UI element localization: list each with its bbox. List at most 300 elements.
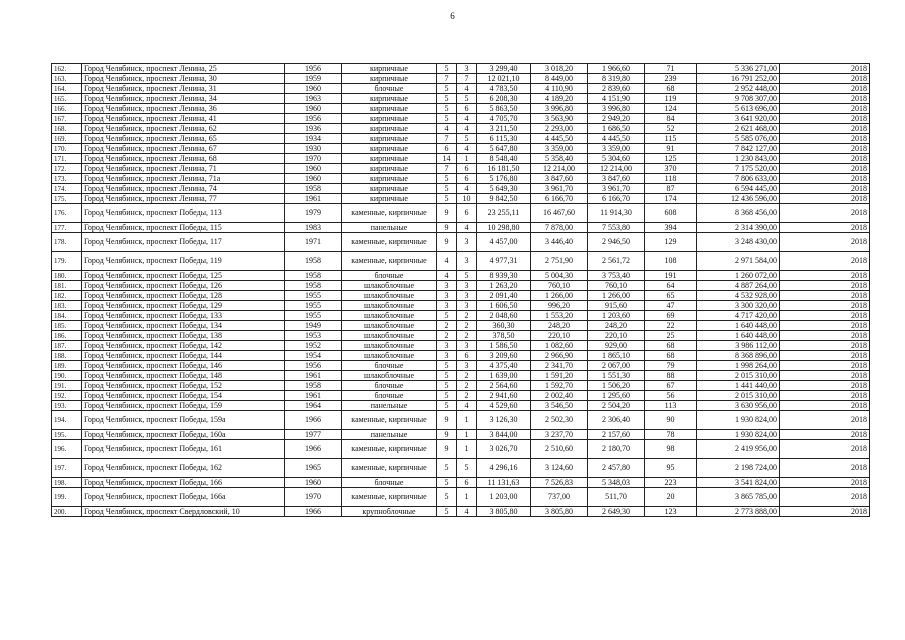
entrances-cell: 4 xyxy=(457,114,477,124)
floors-cell: 9 xyxy=(437,430,457,440)
total-area-cell: 4 705,70 xyxy=(477,114,531,124)
address-cell: Город Челябинск, проспект Победы, 129 xyxy=(82,301,285,311)
residents-cell: 191 xyxy=(645,271,697,281)
row-number-cell: 164. xyxy=(52,84,82,94)
year-built-cell: 1966 xyxy=(285,411,342,430)
entrances-cell: 6 xyxy=(457,104,477,114)
repair-cost-cell: 1 441 440,00 xyxy=(697,381,780,391)
entrances-cell: 1 xyxy=(457,488,477,507)
wall-material-cell: блочные xyxy=(342,361,437,371)
residents-cell: 65 xyxy=(645,291,697,301)
residents-cell: 20 xyxy=(645,488,697,507)
living-area-cell: 3 546,50 xyxy=(531,401,588,411)
entrances-cell: 3 xyxy=(457,252,477,271)
year-built-cell: 1970 xyxy=(285,154,342,164)
floors-cell: 9 xyxy=(437,223,457,233)
residential-area-cell: 915,60 xyxy=(588,301,645,311)
entrances-cell: 1 xyxy=(457,411,477,430)
entrances-cell: 2 xyxy=(457,371,477,381)
residential-area-cell: 3 847,60 xyxy=(588,174,645,184)
entrances-cell: 1 xyxy=(457,440,477,459)
address-cell: Город Челябинск, проспект Победы, 144 xyxy=(82,351,285,361)
repair-cost-cell: 7 806 633,00 xyxy=(697,174,780,184)
living-area-cell: 5 358,40 xyxy=(531,154,588,164)
living-area-cell: 6 166,70 xyxy=(531,194,588,204)
row-number-cell: 165. xyxy=(52,94,82,104)
row-number-cell: 190. xyxy=(52,371,82,381)
living-area-cell: 2 293,00 xyxy=(531,124,588,134)
year-built-cell: 1958 xyxy=(285,184,342,194)
year-built-cell: 1960 xyxy=(285,174,342,184)
wall-material-cell: шлакоблочные xyxy=(342,371,437,381)
residential-area-cell: 5 348,03 xyxy=(588,478,645,488)
repair-cost-cell: 2 952 448,00 xyxy=(697,84,780,94)
wall-material-cell: шлакоблочные xyxy=(342,281,437,291)
row-number-cell: 162. xyxy=(52,64,82,74)
residents-cell: 64 xyxy=(645,281,697,291)
residents-cell: 79 xyxy=(645,361,697,371)
residential-area-cell: 4 151,90 xyxy=(588,94,645,104)
residents-cell: 124 xyxy=(645,104,697,114)
living-area-cell: 1 591,20 xyxy=(531,371,588,381)
floors-cell: 9 xyxy=(437,440,457,459)
repair-cost-cell: 1 930 824,00 xyxy=(697,430,780,440)
planned-year-cell: 2018 xyxy=(780,154,870,164)
total-area-cell: 5 176,80 xyxy=(477,174,531,184)
floors-cell: 4 xyxy=(437,124,457,134)
entrances-cell: 3 xyxy=(457,64,477,74)
wall-material-cell: блочные xyxy=(342,271,437,281)
floors-cell: 5 xyxy=(437,478,457,488)
year-built-cell: 1961 xyxy=(285,391,342,401)
repair-cost-cell: 1 230 843,00 xyxy=(697,154,780,164)
wall-material-cell: кирпичные xyxy=(342,154,437,164)
repair-cost-cell: 3 865 785,00 xyxy=(697,488,780,507)
total-area-cell: 3 844,00 xyxy=(477,430,531,440)
residents-cell: 108 xyxy=(645,252,697,271)
floors-cell: 5 xyxy=(437,311,457,321)
total-area-cell: 9 842,50 xyxy=(477,194,531,204)
total-area-cell: 3 211,50 xyxy=(477,124,531,134)
year-built-cell: 1960 xyxy=(285,164,342,174)
repair-cost-cell: 5 336 271,00 xyxy=(697,64,780,74)
residents-cell: 87 xyxy=(645,184,697,194)
entrances-cell: 4 xyxy=(457,184,477,194)
wall-material-cell: кирпичные xyxy=(342,164,437,174)
wall-material-cell: шлакоблочные xyxy=(342,341,437,351)
entrances-cell: 4 xyxy=(457,84,477,94)
year-built-cell: 1936 xyxy=(285,124,342,134)
wall-material-cell: шлакоблочные xyxy=(342,301,437,311)
wall-material-cell: каменные, кирпичные xyxy=(342,233,437,252)
residents-cell: 47 xyxy=(645,301,697,311)
total-area-cell: 5 863,50 xyxy=(477,104,531,114)
year-built-cell: 1955 xyxy=(285,301,342,311)
residential-area-cell: 2 157,60 xyxy=(588,430,645,440)
repair-cost-cell: 2 015 310,00 xyxy=(697,371,780,381)
residents-cell: 174 xyxy=(645,194,697,204)
living-area-cell: 1 266,00 xyxy=(531,291,588,301)
row-number-cell: 182. xyxy=(52,291,82,301)
total-area-cell: 3 126,30 xyxy=(477,411,531,430)
address-cell: Город Челябинск, проспект Победы, 134 xyxy=(82,321,285,331)
planned-year-cell: 2018 xyxy=(780,430,870,440)
living-area-cell: 248,20 xyxy=(531,321,588,331)
row-number-cell: 181. xyxy=(52,281,82,291)
residential-area-cell: 1 203,60 xyxy=(588,311,645,321)
residents-cell: 52 xyxy=(645,124,697,134)
wall-material-cell: кирпичные xyxy=(342,174,437,184)
table-row xyxy=(52,174,870,184)
living-area-cell: 2 510,60 xyxy=(531,440,588,459)
repair-cost-cell: 1 998 264,00 xyxy=(697,361,780,371)
address-cell: Город Челябинск, проспект Ленина, 71 xyxy=(82,164,285,174)
wall-material-cell: кирпичные xyxy=(342,134,437,144)
wall-material-cell: кирпичные xyxy=(342,94,437,104)
living-area-cell: 5 004,30 xyxy=(531,271,588,281)
row-number-cell: 169. xyxy=(52,134,82,144)
residential-area-cell: 2 561,72 xyxy=(588,252,645,271)
repair-cost-cell: 4 717 420,00 xyxy=(697,311,780,321)
residential-area-cell: 3 753,40 xyxy=(588,271,645,281)
address-cell: Город Челябинск, проспект Победы, 138 xyxy=(82,331,285,341)
wall-material-cell: блочные xyxy=(342,391,437,401)
residents-cell: 68 xyxy=(645,341,697,351)
row-number-cell: 179. xyxy=(52,252,82,271)
address-cell: Город Челябинск, проспект Победы, 154 xyxy=(82,391,285,401)
housing-register-table xyxy=(51,63,870,517)
floors-cell: 5 xyxy=(437,459,457,478)
residential-area-cell: 2 949,20 xyxy=(588,114,645,124)
total-area-cell: 4 529,60 xyxy=(477,401,531,411)
year-built-cell: 1956 xyxy=(285,361,342,371)
table-row xyxy=(52,488,870,507)
floors-cell: 4 xyxy=(437,271,457,281)
floors-cell: 9 xyxy=(437,411,457,430)
address-cell: Город Челябинск, проспект Победы, 148 xyxy=(82,371,285,381)
year-built-cell: 1977 xyxy=(285,430,342,440)
year-built-cell: 1960 xyxy=(285,478,342,488)
row-number-cell: 186. xyxy=(52,331,82,341)
row-number-cell: 189. xyxy=(52,361,82,371)
address-cell: Город Челябинск, проспект Свердловский, 10 xyxy=(82,507,285,517)
row-number-cell: 170. xyxy=(52,144,82,154)
living-area-cell: 16 467,60 xyxy=(531,204,588,223)
residents-cell: 95 xyxy=(645,459,697,478)
table-row xyxy=(52,104,870,114)
entrances-cell: 2 xyxy=(457,311,477,321)
planned-year-cell: 2018 xyxy=(780,311,870,321)
row-number-cell: 175. xyxy=(52,194,82,204)
repair-cost-cell: 8 368 896,00 xyxy=(697,351,780,361)
table-row xyxy=(52,84,870,94)
year-built-cell: 1955 xyxy=(285,291,342,301)
address-cell: Город Челябинск, проспект Победы, 142 xyxy=(82,341,285,351)
table-row xyxy=(52,64,870,74)
row-number-cell: 166. xyxy=(52,104,82,114)
residents-cell: 608 xyxy=(645,204,697,223)
residential-area-cell: 3 996,80 xyxy=(588,104,645,114)
living-area-cell: 1 082,60 xyxy=(531,341,588,351)
year-built-cell: 1930 xyxy=(285,144,342,154)
year-built-cell: 1963 xyxy=(285,94,342,104)
entrances-cell: 2 xyxy=(457,381,477,391)
table-row xyxy=(52,281,870,291)
residents-cell: 125 xyxy=(645,154,697,164)
floors-cell: 5 xyxy=(437,184,457,194)
living-area-cell: 1 553,20 xyxy=(531,311,588,321)
residential-area-cell: 220,10 xyxy=(588,331,645,341)
residents-cell: 223 xyxy=(645,478,697,488)
table-row xyxy=(52,233,870,252)
entrances-cell: 6 xyxy=(457,164,477,174)
wall-material-cell: кирпичные xyxy=(342,114,437,124)
planned-year-cell: 2018 xyxy=(780,164,870,174)
wall-material-cell: панельные xyxy=(342,223,437,233)
planned-year-cell: 2018 xyxy=(780,174,870,184)
total-area-cell: 1 606,50 xyxy=(477,301,531,311)
address-cell: Город Челябинск, проспект Ленина, 67 xyxy=(82,144,285,154)
planned-year-cell: 2018 xyxy=(780,381,870,391)
residents-cell: 68 xyxy=(645,351,697,361)
year-built-cell: 1961 xyxy=(285,371,342,381)
planned-year-cell: 2018 xyxy=(780,331,870,341)
row-number-cell: 184. xyxy=(52,311,82,321)
address-cell: Город Челябинск, проспект Победы, 126 xyxy=(82,281,285,291)
living-area-cell: 7 526,83 xyxy=(531,478,588,488)
year-built-cell: 1966 xyxy=(285,507,342,517)
living-area-cell: 3 018,20 xyxy=(531,64,588,74)
floors-cell: 5 xyxy=(437,104,457,114)
wall-material-cell: каменные, кирпичные xyxy=(342,459,437,478)
repair-cost-cell: 2 621 468,00 xyxy=(697,124,780,134)
table-row xyxy=(52,144,870,154)
living-area-cell: 12 214,00 xyxy=(531,164,588,174)
residents-cell: 113 xyxy=(645,401,697,411)
residential-area-cell: 511,70 xyxy=(588,488,645,507)
living-area-cell: 220,10 xyxy=(531,331,588,341)
residents-cell: 22 xyxy=(645,321,697,331)
entrances-cell: 5 xyxy=(457,94,477,104)
entrances-cell: 2 xyxy=(457,391,477,401)
floors-cell: 5 xyxy=(437,94,457,104)
planned-year-cell: 2018 xyxy=(780,291,870,301)
residential-area-cell: 5 304,60 xyxy=(588,154,645,164)
repair-cost-cell: 2 971 584,00 xyxy=(697,252,780,271)
total-area-cell: 6 208,30 xyxy=(477,94,531,104)
planned-year-cell: 2018 xyxy=(780,144,870,154)
planned-year-cell: 2018 xyxy=(780,488,870,507)
wall-material-cell: панельные xyxy=(342,401,437,411)
row-number-cell: 196. xyxy=(52,440,82,459)
wall-material-cell: кирпичные xyxy=(342,64,437,74)
total-area-cell: 3 026,70 xyxy=(477,440,531,459)
row-number-cell: 188. xyxy=(52,351,82,361)
repair-cost-cell: 4 532 928,00 xyxy=(697,291,780,301)
total-area-cell: 3 299,40 xyxy=(477,64,531,74)
repair-cost-cell: 9 708 307,00 xyxy=(697,94,780,104)
row-number-cell: 199. xyxy=(52,488,82,507)
total-area-cell: 23 255,11 xyxy=(477,204,531,223)
address-cell: Город Челябинск, проспект Победы, 166 xyxy=(82,478,285,488)
planned-year-cell: 2018 xyxy=(780,84,870,94)
residential-area-cell: 1 686,50 xyxy=(588,124,645,134)
table-body xyxy=(52,64,870,517)
floors-cell: 3 xyxy=(437,341,457,351)
address-cell: Город Челябинск, проспект Победы, 160а xyxy=(82,430,285,440)
floors-cell: 7 xyxy=(437,164,457,174)
total-area-cell: 10 298,80 xyxy=(477,223,531,233)
entrances-cell: 3 xyxy=(457,291,477,301)
wall-material-cell: блочные xyxy=(342,381,437,391)
wall-material-cell: кирпичные xyxy=(342,184,437,194)
residents-cell: 88 xyxy=(645,371,697,381)
address-cell: Город Челябинск, проспект Победы, 115 xyxy=(82,223,285,233)
year-built-cell: 1958 xyxy=(285,281,342,291)
wall-material-cell: каменные, кирпичные xyxy=(342,204,437,223)
residential-area-cell: 2 457,80 xyxy=(588,459,645,478)
planned-year-cell: 2018 xyxy=(780,361,870,371)
residential-area-cell: 2 946,50 xyxy=(588,233,645,252)
year-built-cell: 1956 xyxy=(285,64,342,74)
table-row xyxy=(52,401,870,411)
address-cell: Город Челябинск, проспект Победы, 159 xyxy=(82,401,285,411)
year-built-cell: 1964 xyxy=(285,401,342,411)
table-row xyxy=(52,478,870,488)
address-cell: Город Челябинск, проспект Ленина, 62 xyxy=(82,124,285,134)
residents-cell: 115 xyxy=(645,134,697,144)
entrances-cell: 3 xyxy=(457,341,477,351)
entrances-cell: 1 xyxy=(457,154,477,164)
table-row xyxy=(52,154,870,164)
living-area-cell: 3 847,60 xyxy=(531,174,588,184)
residents-cell: 78 xyxy=(645,430,697,440)
row-number-cell: 200. xyxy=(52,507,82,517)
address-cell: Город Челябинск, проспект Ленина, 77 xyxy=(82,194,285,204)
repair-cost-cell: 8 368 456,00 xyxy=(697,204,780,223)
living-area-cell: 3 237,70 xyxy=(531,430,588,440)
entrances-cell: 6 xyxy=(457,351,477,361)
year-built-cell: 1958 xyxy=(285,381,342,391)
row-number-cell: 187. xyxy=(52,341,82,351)
living-area-cell: 737,00 xyxy=(531,488,588,507)
repair-cost-cell: 3 248 430,00 xyxy=(697,233,780,252)
floors-cell: 5 xyxy=(437,391,457,401)
address-cell: Город Челябинск, проспект Победы, 159а xyxy=(82,411,285,430)
table-row xyxy=(52,440,870,459)
entrances-cell: 5 xyxy=(457,271,477,281)
floors-cell: 7 xyxy=(437,134,457,144)
total-area-cell: 4 783,50 xyxy=(477,84,531,94)
address-cell: Город Челябинск, проспект Ленина, 31 xyxy=(82,84,285,94)
repair-cost-cell: 6 594 445,00 xyxy=(697,184,780,194)
row-number-cell: 163. xyxy=(52,74,82,84)
table-row xyxy=(52,94,870,104)
floors-cell: 5 xyxy=(437,64,457,74)
address-cell: Город Челябинск, проспект Ленина, 30 xyxy=(82,74,285,84)
row-number-cell: 168. xyxy=(52,124,82,134)
residents-cell: 119 xyxy=(645,94,697,104)
entrances-cell: 2 xyxy=(457,331,477,341)
repair-cost-cell: 1 640 448,00 xyxy=(697,331,780,341)
residential-area-cell: 1 966,60 xyxy=(588,64,645,74)
wall-material-cell: шлакоблочные xyxy=(342,291,437,301)
wall-material-cell: блочные xyxy=(342,84,437,94)
row-number-cell: 178. xyxy=(52,233,82,252)
address-cell: Город Челябинск, проспект Победы, 146 xyxy=(82,361,285,371)
year-built-cell: 1979 xyxy=(285,204,342,223)
planned-year-cell: 2018 xyxy=(780,478,870,488)
residents-cell: 67 xyxy=(645,381,697,391)
total-area-cell: 3 209,60 xyxy=(477,351,531,361)
floors-cell: 3 xyxy=(437,301,457,311)
entrances-cell: 4 xyxy=(457,507,477,517)
living-area-cell: 760,10 xyxy=(531,281,588,291)
total-area-cell: 1 263,20 xyxy=(477,281,531,291)
table-row xyxy=(52,351,870,361)
year-built-cell: 1960 xyxy=(285,104,342,114)
residential-area-cell: 3 961,70 xyxy=(588,184,645,194)
table-row xyxy=(52,311,870,321)
total-area-cell: 5 647,80 xyxy=(477,144,531,154)
repair-cost-cell: 7 175 520,00 xyxy=(697,164,780,174)
entrances-cell: 3 xyxy=(457,233,477,252)
planned-year-cell: 2018 xyxy=(780,124,870,134)
living-area-cell: 3 996,80 xyxy=(531,104,588,114)
wall-material-cell: шлакоблочные xyxy=(342,331,437,341)
residential-area-cell: 1 506,20 xyxy=(588,381,645,391)
address-cell: Город Челябинск, проспект Победы, 128 xyxy=(82,291,285,301)
planned-year-cell: 2018 xyxy=(780,401,870,411)
planned-year-cell: 2018 xyxy=(780,351,870,361)
address-cell: Город Челябинск, проспект Победы, 113 xyxy=(82,204,285,223)
residential-area-cell: 2 504,20 xyxy=(588,401,645,411)
floors-cell: 5 xyxy=(437,371,457,381)
table-row xyxy=(52,371,870,381)
total-area-cell: 2 564,60 xyxy=(477,381,531,391)
planned-year-cell: 2018 xyxy=(780,194,870,204)
total-area-cell: 11 131,63 xyxy=(477,478,531,488)
floors-cell: 6 xyxy=(437,144,457,154)
living-area-cell: 1 592,70 xyxy=(531,381,588,391)
residential-area-cell: 2 180,70 xyxy=(588,440,645,459)
repair-cost-cell: 2 015 310,00 xyxy=(697,391,780,401)
address-cell: Город Челябинск, проспект Победы, 117 xyxy=(82,233,285,252)
residential-area-cell: 12 214,00 xyxy=(588,164,645,174)
entrances-cell: 4 xyxy=(457,223,477,233)
entrances-cell: 4 xyxy=(457,144,477,154)
planned-year-cell: 2018 xyxy=(780,204,870,223)
planned-year-cell: 2018 xyxy=(780,341,870,351)
residents-cell: 69 xyxy=(645,311,697,321)
total-area-cell: 1 639,00 xyxy=(477,371,531,381)
entrances-cell: 5 xyxy=(457,134,477,144)
year-built-cell: 1952 xyxy=(285,341,342,351)
wall-material-cell: кирпичные xyxy=(342,74,437,84)
residents-cell: 56 xyxy=(645,391,697,401)
floors-cell: 5 xyxy=(437,488,457,507)
living-area-cell: 2 502,30 xyxy=(531,411,588,430)
table-row xyxy=(52,134,870,144)
repair-cost-cell: 3 300 320,00 xyxy=(697,301,780,311)
wall-material-cell: шлакоблочные xyxy=(342,311,437,321)
year-built-cell: 1960 xyxy=(285,84,342,94)
planned-year-cell: 2018 xyxy=(780,64,870,74)
residential-area-cell: 3 359,00 xyxy=(588,144,645,154)
residential-area-cell: 760,10 xyxy=(588,281,645,291)
total-area-cell: 6 115,30 xyxy=(477,134,531,144)
residential-area-cell: 7 553,80 xyxy=(588,223,645,233)
